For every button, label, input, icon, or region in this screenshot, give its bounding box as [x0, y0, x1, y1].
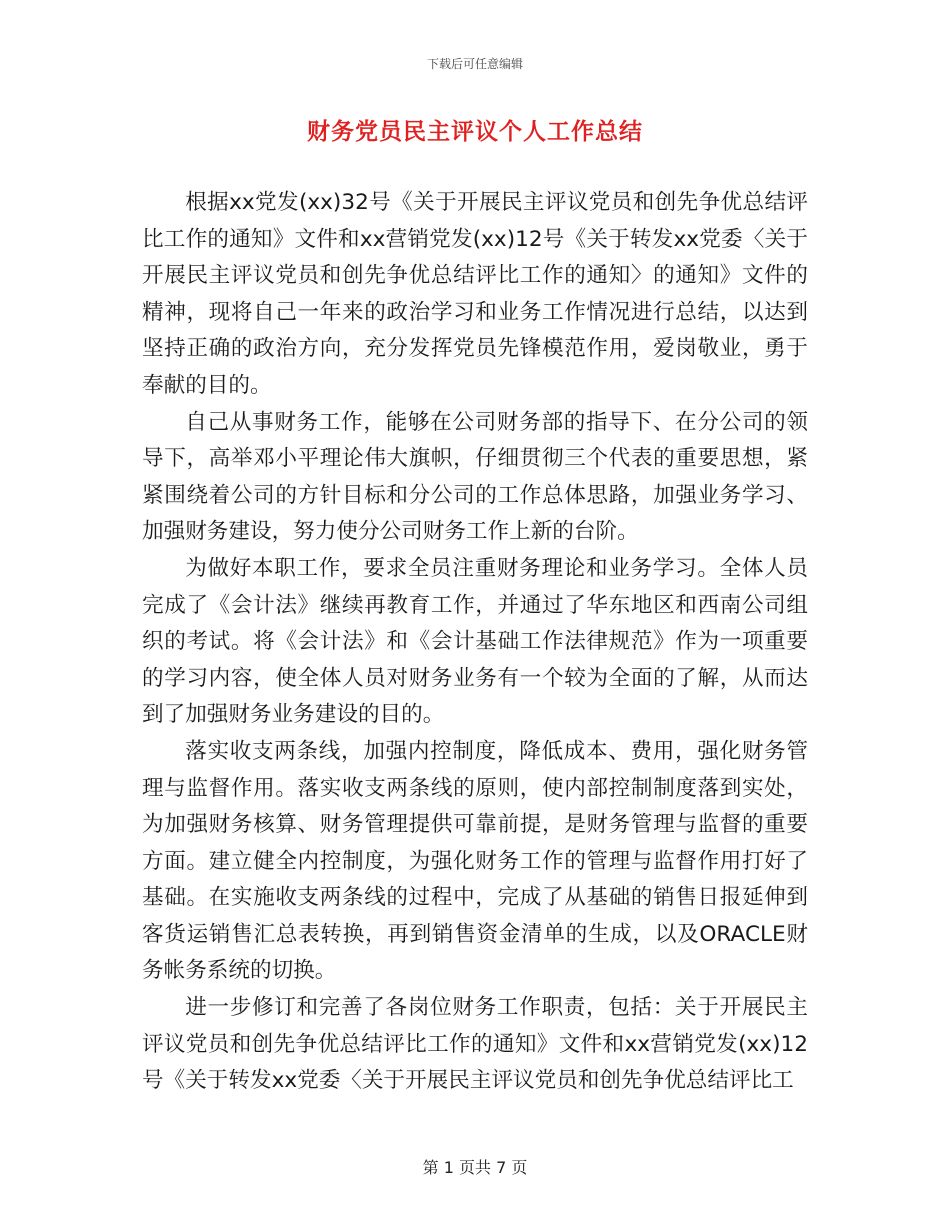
document-body [142, 185, 808, 1100]
header-note: 下载后可任意编辑 [426, 57, 523, 71]
paragraph-5: 进一步修订和完善了各岗位财务工作职责，包括：关于开展民主评议党员和创先争优总结评比工作的通知》文件和xx营销党发(xx)12号《关于转发xx党委〈关于开展民主评议党员和创先争优总结评比工 [142, 995, 808, 1094]
paragraph-1: 根据xx党发(xx)32号《关于开展民主评议党员和创先争优总结评比工作的通知》文件和xx营销党发(xx)12号《关于转发xx党委〈关于开展民主评议党员和创先争优总结评比工作的通知〉的通知》文件的精神，现将自己一年来的政治学习和业务工作情况进行总结，以达到坚持正确的政治方向，充分发挥党员先锋模范作用，爱岗敬业，勇于奉献的目的。 [142, 190, 808, 398]
paragraph-2: 自己从事财务工作，能够在公司财务部的指导下、在分公司的领导下，高举邓小平理论伟大旗帜，仔细贯彻三个代表的重要思想，紧紧围绕着公司的方针目标和分公司的工作总体思路，加强业务学习、加强财务建设，努力使分公司财务工作上新的台阶。 [142, 409, 808, 545]
paragraph-4: 落实收支两条线，加强内控制度，降低成本、费用，强化财务管理与监督作用。落实收支两条线的原则，使内部控制制度落到实处，为加强财务核算、财务管理提供可靠前提，是财务管理与监督的重要方面。建立健全内控制度，为强化财务工作的管理与监督作用打好了基础。在实施收支两条线的过程中，完成了从基础的销售日报延伸到客货运销售汇总表转换，再到销售资金清单的生成，以及ORACLE财务帐务系统的切换。 [142, 738, 808, 984]
page-number: 第 1 页共 7 页 [422, 1158, 528, 1177]
document-title: 财务党员民主评议个人工作总结 [307, 119, 643, 145]
paragraph-3: 为做好本职工作，要求全员注重财务理论和业务学习。全体人员完成了《会计法》继续再教育工作，并通过了华东地区和西南公司组织的考试。将《会计法》和《会计基础工作法律规范》作为一项重要的学习内容，使全体人员对财务业务有一个较为全面的了解，从而达到了加强财务业务建设的目的。 [142, 555, 808, 728]
